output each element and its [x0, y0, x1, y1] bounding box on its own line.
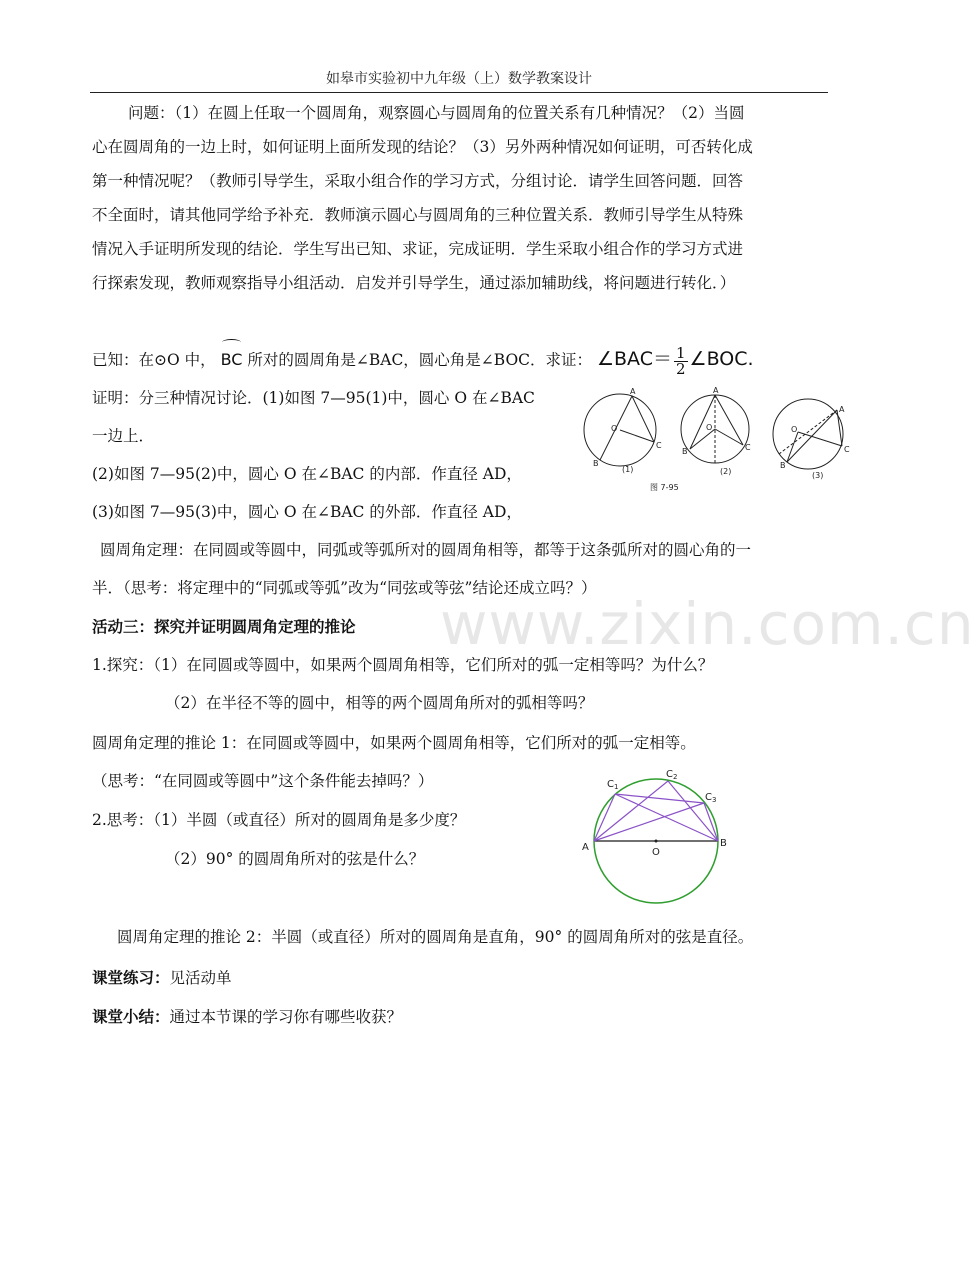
problem-line: 情况入手证明所发现的结论．学生写出已知、求证，完成证明．学生采取小组合作的学习方式进: [92, 240, 744, 258]
practice-text: 见活动单: [169, 969, 232, 987]
label-c1: $C_1$: [607, 779, 619, 791]
fig1-label-c: C: [656, 441, 662, 450]
label-c2: $C_2$: [666, 769, 678, 781]
fig1-caption: (1): [622, 465, 634, 474]
summary-line: [92, 1000, 402, 1034]
proof-line-1: 证明：分三种情况讨论．(1)如图 7—95(1)中，圆心 O 在∠BAC: [92, 389, 535, 407]
chord-a-c3: [594, 803, 704, 841]
label-a: A: [582, 842, 589, 853]
explore-line-2: （2）在半径不等的圆中，相等的两个圆周角所对的弧相等吗？: [165, 694, 594, 712]
summary-label: 课堂小结：: [92, 1007, 170, 1026]
fig2-label-b: B: [682, 447, 688, 456]
problem-paragraph: [92, 96, 828, 300]
summary-text: 通过本节课的学习你有哪些收获？: [169, 1008, 403, 1026]
center-point: [655, 840, 658, 843]
fig3-label-b: B: [780, 461, 786, 470]
theorem-line-1: 圆周角定理：在同圆或等圆中，同弧或等弧所对的圆周角相等，都等于这条弧所对的圆心角的一: [100, 541, 752, 559]
circle-3: [773, 399, 843, 469]
given-middle: 所对的圆周角是∠BAC，圆心角是∠BOC．求证：: [247, 351, 593, 369]
claim-rhs: ∠BOC.: [689, 348, 754, 370]
figure-7-95: [580, 384, 855, 494]
label-c3: $C_3$: [705, 792, 717, 804]
semicircle-figure: [580, 765, 740, 905]
chord-a-c2: [594, 781, 668, 841]
given-statement: [92, 339, 754, 377]
fraction-denominator: 2: [675, 359, 686, 378]
problem-line: 第一种情况呢？（教师引导学生，采取小组合作的学习方式，分组讨论．请学生回答问题．回答: [92, 172, 744, 190]
explore-line-1: 1.探究：（1）在同圆或等圆中，如果两个圆周角相等，它们所对的弧一定相等吗？为什么？: [92, 656, 714, 674]
figure-label: 图 7-95: [650, 483, 679, 492]
problem-line: 不全面时，请其他同学给予补充．教师演示圆心与圆周角的三种位置关系．教师引导学生从特殊: [92, 206, 744, 224]
problem-line: 心在圆周角的一边上时，如何证明上面所发现的结论？（3）另外两种情况如何证明，可否转化成: [92, 138, 753, 156]
proof-line-3: (2)如图 7—95(2)中，圆心 O 在∠BAC 的内部．作直径 AD，: [92, 465, 522, 483]
fig3-caption: (3): [812, 471, 824, 480]
think2-line-2: （2）90° 的圆周角所对的弦是什么？: [165, 850, 425, 868]
fig3-label-a: A: [839, 405, 845, 414]
fig3-diameter-ad: [779, 410, 837, 454]
given-prefix: 已知：在⊙O 中，: [92, 351, 216, 369]
practice-line: [92, 961, 232, 995]
corollary2-text: 圆周角定理的推论 2：半圆（或直径）所对的圆周角是直角，90° 的圆周角所对的弦是直径。: [117, 928, 754, 946]
fig1-label-a: A: [630, 387, 636, 396]
practice-label: 课堂练习：: [92, 968, 170, 987]
corollary1-think: （思考：“在同圆或等圆中”这个条件能去掉吗？）: [92, 772, 434, 790]
claim-lhs: ∠BAC＝: [596, 348, 672, 370]
chord-a-c1: [594, 794, 615, 841]
label-o: O: [652, 847, 660, 858]
fig3-chord-ac: [837, 410, 842, 446]
fig3-label-c: C: [844, 445, 850, 454]
proof-line-2: 一边上．: [92, 427, 155, 445]
chord-c1-c3: [615, 794, 704, 803]
theorem-line-2: 半．（思考：将定理中的“同弧或等弧”改为“同弦或等弦”结论还成立吗？）: [92, 579, 597, 597]
fraction-numerator: 1: [675, 343, 686, 362]
fig2-label-a: A: [713, 386, 719, 395]
label-b: B: [720, 838, 727, 849]
fig2-label-c: C: [745, 443, 751, 452]
arc-bc: BC: [221, 339, 243, 377]
fig2-caption: (2): [720, 467, 732, 476]
fraction-half: [674, 343, 688, 378]
corollary1-text: 圆周角定理的推论 1：在同圆或等圆中，如果两个圆周角相等，它们所对的弧一定相等。: [92, 734, 696, 752]
problem-line: 行探索发现，教师观察指导小组活动．启发并引导学生，通过添加辅助线，将问题进行转化．）: [92, 274, 736, 292]
watermark: www.zixin.com.cn: [440, 590, 975, 658]
fig2-label-o: O: [706, 423, 713, 432]
problem-line: 问题：（1）在圆上任取一个圆周角，观察圆心与圆周角的位置关系有几种情况？（2）当圆: [128, 104, 745, 122]
proof-line-4: (3)如图 7—95(3)中，圆心 O 在∠BAC 的外部．作直径 AD，: [92, 503, 522, 521]
activity3-title: 活动三：探究并证明圆周角定理的推论: [92, 617, 356, 636]
fig1-label-o: O: [611, 424, 618, 433]
page-header: 如皋市实验初中九年级（上）数学教案设计: [90, 68, 828, 93]
fig2-radius-ob: [690, 429, 715, 449]
fig1-label-b: B: [593, 459, 599, 468]
fig3-label-o: O: [791, 425, 798, 434]
think2-line-1: 2.思考：（1）半圆（或直径）所对的圆周角是多少度？: [92, 811, 466, 829]
